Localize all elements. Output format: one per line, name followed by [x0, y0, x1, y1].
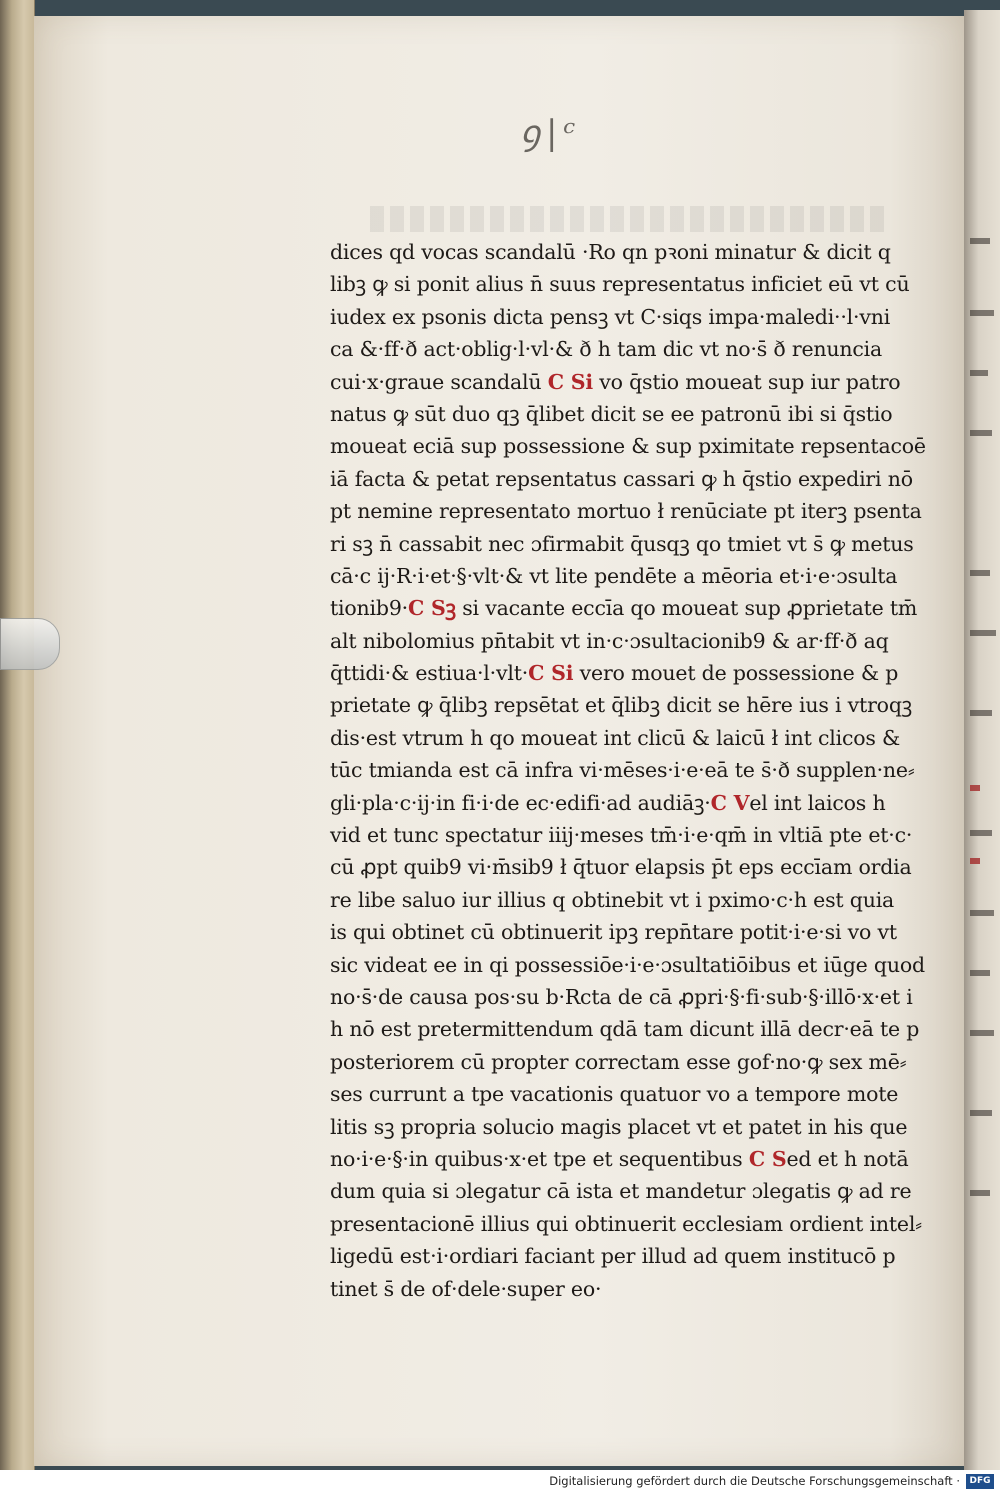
text-run: litis sꝫ propria solucio magis placet vt et patet in his que: [330, 1114, 908, 1139]
page-clip-bookmark: [0, 618, 60, 670]
text-line: [330, 1208, 922, 1240]
text-run: ri sꝫ n̄ cassabit nec ɔfirmabit q̄usqꝫ qo tmiet vt s̄ ꝙ metus: [330, 531, 914, 556]
footer-credit: Digitalisierung gefördert durch die Deutsche Forschungsgemeinschaft ·: [549, 1474, 960, 1488]
text-run: moueat eciā sup possessione & sup pximitate repsentacoē: [330, 434, 926, 459]
text-line: [330, 754, 915, 786]
text-run: gli·pla·c·ij·in fi·i·de ec·edifi·ad audiāꝫ·: [330, 790, 711, 815]
pencil-annotation: ꝯ|ᶜ: [520, 113, 582, 153]
text-line: [330, 819, 913, 851]
text-run: vid et tunc spectatur iiij·meses tm̄·i·e·qm̄ in vltiā pte et·c·: [330, 823, 913, 848]
text-run: vero mouet de possessione & p: [573, 661, 899, 686]
text-run: pt nemine representato mortuo ł renūciate pt iterꝫ psenta: [330, 499, 922, 524]
facing-text-fragment: [970, 430, 992, 436]
rubric-paragraph-mark: C Si: [547, 369, 593, 394]
text-run: no·s̄·de causa pos·su b·Rcta de cā ꝓpri·§·fi·sub·§·illō·x·et i: [330, 984, 913, 1009]
text-line: [330, 366, 910, 398]
text-run: ca &·ff·ð act·oblig·l·vl·& ð h tam dic vt no·s̄ ð renuncia: [330, 337, 883, 362]
dfg-logo: DFG: [966, 1474, 994, 1489]
rubric-paragraph-mark: C Si: [528, 661, 574, 686]
text-line: [330, 1046, 910, 1078]
text-run: dum quia si ɔlegatur cā ista et mandetur ɔlegatis ꝙ ad re: [330, 1179, 912, 1204]
text-line: [330, 301, 910, 333]
text-run: iā facta & petat repsentatus cassari ꝙ h q̄stio expediri nō: [330, 466, 913, 491]
facing-text-fragment: [970, 370, 988, 376]
facing-text-fragment: [970, 1110, 992, 1116]
text-run: no·i·e·§·in quibus·x·et tpe et sequentibus: [330, 1146, 749, 1171]
text-run: cui·x·graue scandalū: [330, 369, 548, 394]
rubric-paragraph-mark: C V: [710, 790, 750, 815]
text-column: [330, 236, 926, 1305]
text-line: [330, 981, 913, 1013]
facing-text-fragment: [970, 570, 990, 576]
text-line: [330, 236, 910, 268]
text-line: [330, 1078, 910, 1110]
text-run: q̄ttidi·& estiua·l·vlt·: [330, 661, 529, 686]
text-run: tinet s̄ de of·dele·super eo·: [330, 1276, 602, 1301]
text-run: h nō est pretermittendum qdā tam dicunt illā decr·eā te p: [330, 1017, 920, 1042]
text-line: [330, 851, 910, 883]
text-run: prietate ꝙ q̄libꝫ repsētat et q̄libꝫ dicit se hēre ius i vtroqꝫ: [330, 693, 913, 718]
text-line: [330, 430, 926, 462]
text-run: si vacante eccīa qo moueat sup ꝓprietate tm̄: [455, 596, 918, 621]
text-run: is qui obtinet cū obtinuerit ipꝫ repn̄tare potit·i·e·si vo vt: [330, 920, 897, 945]
text-run: el int laicos h: [749, 790, 886, 815]
rubric-paragraph-mark: C Sꝫ: [407, 596, 456, 621]
text-line: [330, 1013, 920, 1045]
facing-text-fragment: [970, 1190, 990, 1196]
facing-text-fragment: [970, 970, 990, 976]
text-run: vo q̄stio moueat sup iur patro: [592, 369, 901, 394]
facing-text-fragment: [970, 238, 990, 244]
text-line: [330, 722, 910, 754]
text-run: alt nibolomius pn̄tabit vt in·c·ɔsultacionib9 & ar·ff·ð aq: [330, 628, 889, 653]
text-run: iudex ex psonis dicta pensꝫ vt C·siqs impa·maledi··l·vni: [330, 304, 891, 329]
text-line: [330, 949, 925, 981]
facing-text-fragment: [970, 910, 994, 916]
facing-rubric-fragment: [970, 785, 980, 791]
facing-rubric-fragment: [970, 858, 980, 864]
text-line: [330, 1111, 910, 1143]
text-run: tūc tmianda est cā infra vi·mēses·i·e·eā te s̄·ð supplen·ne⸗: [330, 758, 915, 783]
text-run: tionib9·: [330, 596, 408, 621]
text-run: presentacionē illius qui obtinuerit ecclesiam ordient intel⸗: [330, 1211, 922, 1236]
facing-text-fragment: [970, 310, 994, 316]
text-line: [330, 398, 910, 430]
text-run: cū ꝓpt quib9 vi·m̄sib9 ł q̄tuor elapsis p̄t eps eccīam ordia: [330, 855, 912, 880]
rubric-paragraph-mark: C S: [748, 1146, 787, 1171]
text-line: [330, 657, 910, 689]
text-line: [330, 1273, 910, 1305]
text-run: ed et h notā: [786, 1146, 909, 1171]
text-run: natus ꝙ sūt duo qꝫ q̄libet dicit se ee patronū ibi si q̄stio: [330, 401, 893, 426]
text-run: dis·est vtrum h qo moueat int clicū & laicū ł int clicos &: [330, 725, 901, 750]
text-line: [330, 592, 918, 624]
text-run: ligedū est·i·ordiari faciant per illud ad quem institucō p: [330, 1244, 896, 1269]
text-line: [330, 333, 910, 365]
book-page-edges: [0, 0, 35, 1470]
text-run: ses currunt a tpe vacationis quatuor vo a tempore mote: [330, 1082, 899, 1107]
text-run: libꝫ ꝙ si ponit alius n̄ suus representatus inficiet eū vt cū: [330, 272, 910, 297]
text-line: [330, 884, 910, 916]
text-line: [330, 1175, 910, 1207]
text-run: sic videat ee in qi possessiōe·i·e·ɔsultatiōibus et iūge quod: [330, 952, 925, 977]
text-line: [330, 268, 910, 300]
footer-bar: [0, 1470, 1000, 1494]
facing-text-fragment: [970, 1030, 994, 1036]
text-run: dices qd vocas scandalū ·Ro qn pꝛoni minatur & dicit q: [330, 240, 891, 264]
facing-page-edge: [964, 10, 1000, 1470]
text-line: [330, 528, 914, 560]
ink-offset-ghost: [370, 206, 890, 232]
text-line: [330, 787, 910, 819]
text-line: [330, 1143, 910, 1175]
facing-text-fragment: [970, 710, 992, 716]
text-line: [330, 1240, 910, 1272]
facing-text-fragment: [970, 630, 996, 636]
text-run: cā·c ij·R·i·et·§·vlt·& vt lite pendēte a mēoria et·i·e·ɔsulta: [330, 563, 898, 588]
text-run: posteriorem cū propter correctam esse gof·no·ꝙ sex mē⸗: [330, 1049, 907, 1074]
text-line: [330, 495, 922, 527]
text-line: [330, 560, 910, 592]
facing-text-fragment: [970, 830, 992, 836]
text-line: [330, 689, 913, 721]
text-line: [330, 463, 913, 495]
text-line: [330, 625, 910, 657]
text-run: re libe saluo iur illius q obtinebit vt i pximo·c·h est quia: [330, 887, 895, 912]
text-line: [330, 916, 910, 948]
